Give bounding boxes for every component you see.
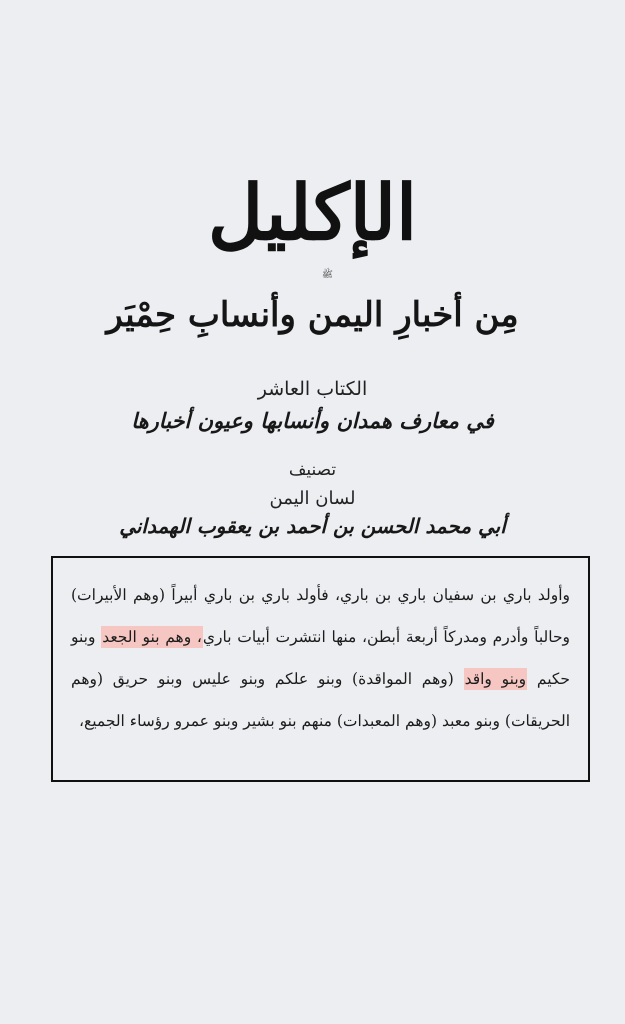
book-subtitle: مِن أخبارِ اليمن وأنسابِ حِمْيَر bbox=[106, 295, 519, 335]
authored-label: تصنيف bbox=[288, 460, 337, 480]
author-epithet: لسان اليمن bbox=[269, 488, 356, 509]
excerpt-text-part: وأولد باري بن سفيان باري بن باري، فأولد باري بن باري أبيراً (وهم الأبيرات) وحالباً وأدرم ومدركاً أربعة أبطن، منها انتشرت أبيات باري bbox=[71, 586, 571, 646]
excerpt-paragraph bbox=[71, 574, 570, 742]
title-honorific-mark: ﷺ bbox=[322, 270, 333, 280]
excerpt-box bbox=[51, 556, 590, 782]
book-topic: في معارف همدان وأنسابها وعيون أخبارها bbox=[131, 408, 494, 433]
highlighted-phrase: وبنو واقد bbox=[464, 670, 527, 688]
excerpt-text-part: وبنو حكيم bbox=[71, 628, 571, 688]
author-name: أبي محمد الحسن بن أحمد بن يعقوب الهمداني bbox=[119, 514, 506, 538]
book-number: الكتاب العاشر bbox=[257, 378, 368, 400]
book-title: الإكليل bbox=[207, 168, 418, 257]
highlighted-phrase: ، وهم بنو الجعد bbox=[102, 628, 202, 646]
excerpt-text-part: (وهم المواقدة) وبنو علكم وبنو عليس وبنو حريق (وهم الحريقات) وبنو معبد (وهم المعبدات) منهم بنو بشير وبنو عمرو رؤساء الجميع، bbox=[71, 670, 570, 730]
